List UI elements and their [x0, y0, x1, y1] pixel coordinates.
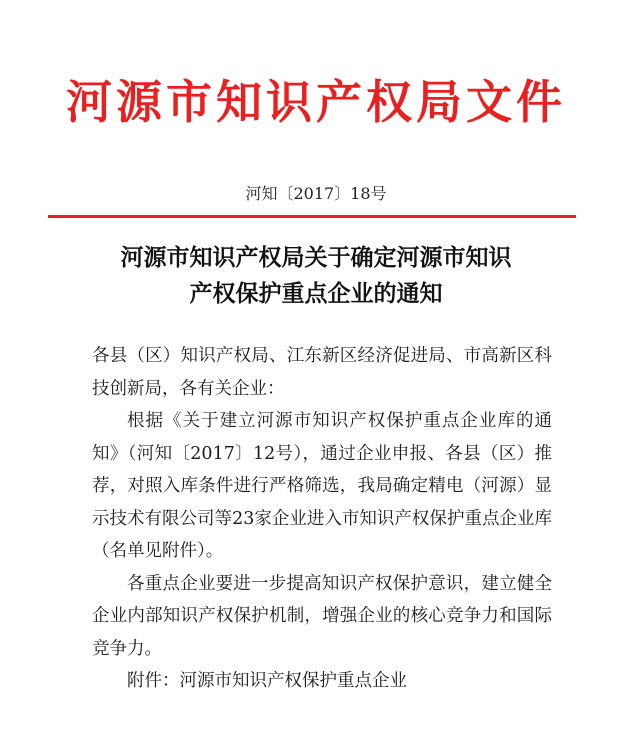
document-title-line-1: 河源市知识产权局关于确定河源市知识 [120, 244, 512, 271]
document-title-line-2: 产权保护重点企业的通知 [189, 280, 443, 307]
document-body [92, 340, 552, 698]
body-paragraph-1: 根据《关于建立河源市知识产权保护重点企业库的通知》（河知〔2017〕12号），通过企业申报、各县（区）推荐，对照入库条件进行严格筛选，我局确定精电（河源）显示技术有限公司等23家企业进入市知识产权保护重点企业库（名单见附件）。 [92, 411, 552, 561]
attachment-line: 附件：河源市知识产权保护重点企业 [127, 671, 407, 691]
document-number: 河知〔2017〕18号 [245, 184, 387, 203]
document-header-title: 河源市知识产权局文件 [66, 75, 566, 129]
document-title [40, 240, 592, 312]
body-paragraph-2: 各重点企业要进一步提高知识产权保护意识，建立健全企业内部知识产权保护机制，增强企业的核心竞争力和国际竞争力。 [92, 573, 552, 659]
red-divider-line [48, 215, 576, 218]
salutation: 各县（区）知识产权局、江东新区经济促进局、市高新区科技创新局，各有关企业： [92, 346, 552, 399]
